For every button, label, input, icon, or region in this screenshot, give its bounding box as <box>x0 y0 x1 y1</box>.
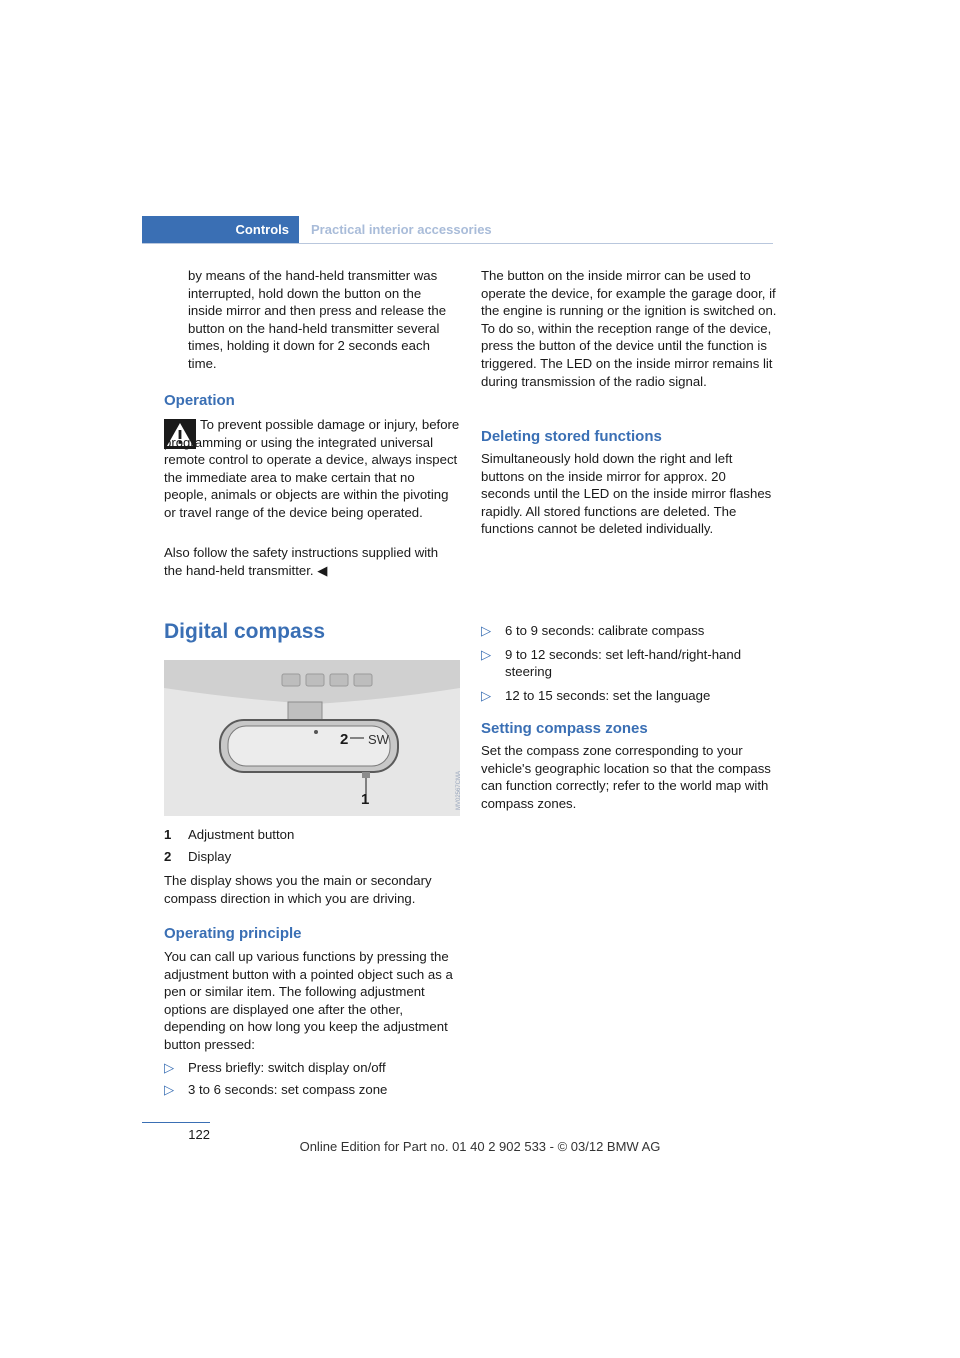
list-item: ▷ 12 to 15 seconds: set the language <box>481 687 711 703</box>
legend-item: 2 Display <box>164 848 232 864</box>
compass-zones-heading: Setting compass zones <box>481 720 648 737</box>
intro-paragraph: by means of the hand-held transmitter was interrupted, hold down the button on the inside mirror and then press and release the button on the hand-held transmitter several times, holding it down for 2 seconds each time. <box>188 268 447 371</box>
warning-paragraph: To prevent possible damage or injury, before programming or using the integrated universal remote control to operate a device, always inspect the immediate area to make certain that no people, animals or objects are within the pivoting or travel range of the device being operated. <box>164 417 460 520</box>
display-paragraph: The display shows you the main or secondary compass direction in which you are driving. <box>164 873 432 906</box>
footer-rule <box>142 1122 210 1123</box>
options-list-right <box>481 622 777 708</box>
operating-principle-heading: Operating principle <box>164 925 302 942</box>
deleting-paragraph: Simultaneously hold down the right and left buttons on the inside mirror for approx. 20 seconds until the LED on the inside mirror flashes rapidly. All stored functions are deleted. The functions cannot be deleted individually. <box>481 451 772 537</box>
page-header <box>142 216 773 244</box>
callout-1: 1 <box>361 791 370 808</box>
safety-paragraph: Also follow the safety instructions supplied with the hand-held transmitter. ◀ <box>164 545 439 578</box>
mirror-button-paragraph: The button on the inside mirror can be used to operate the device, for example the garage door, if the engine is running or the ignition is switched on. To do so, within the reception range of the device, press the button of the device until the function is triggered. The LED on the inside mirror remains lit during transmission of the radio signal. <box>481 268 777 389</box>
figure-code: MV02567CMA <box>456 770 462 810</box>
compass-display-readout: SW <box>368 732 389 747</box>
end-mark: ◀ <box>317 562 328 578</box>
figure-legend <box>164 826 460 869</box>
compass-heading: Digital compass <box>164 620 326 643</box>
callout-2: 2 <box>340 731 349 748</box>
list-item: ▷ 3 to 6 seconds: set compass zone <box>164 1081 388 1097</box>
operation-heading: Operation <box>164 392 235 409</box>
page-number: 122 <box>188 1127 210 1142</box>
list-item: ▷ 6 to 9 seconds: calibrate compass <box>481 623 705 638</box>
edition-note: Online Edition for Part no. 01 40 2 902 533 - © 03/12 BMW AG <box>299 1139 661 1154</box>
list-item: ▷ 9 to 12 seconds: set left-hand/right-hand steering <box>481 646 742 680</box>
section-tab: Controls <box>142 216 299 243</box>
chapter-title: Practical interior accessories <box>311 222 492 237</box>
deleting-heading: Deleting stored functions <box>481 428 662 445</box>
compass-mirror-figure <box>164 660 460 816</box>
legend-item: 1 Adjustment button <box>164 827 295 842</box>
principle-paragraph: You can call up various functions by pressing the adjustment button with a pointed object such as a pen or similar item. The following adjustment options are displayed one after the other, depending on how long you keep the adjustment button pressed: <box>164 949 453 1052</box>
options-list-left <box>164 1059 460 1102</box>
list-item: ▷ Press briefly: switch display on/off <box>164 1060 386 1075</box>
compass-zones-paragraph: Set the compass zone corresponding to your vehicle's geographic location so that the compass can function correctly; refer to the world map with compass zones. <box>481 743 771 811</box>
